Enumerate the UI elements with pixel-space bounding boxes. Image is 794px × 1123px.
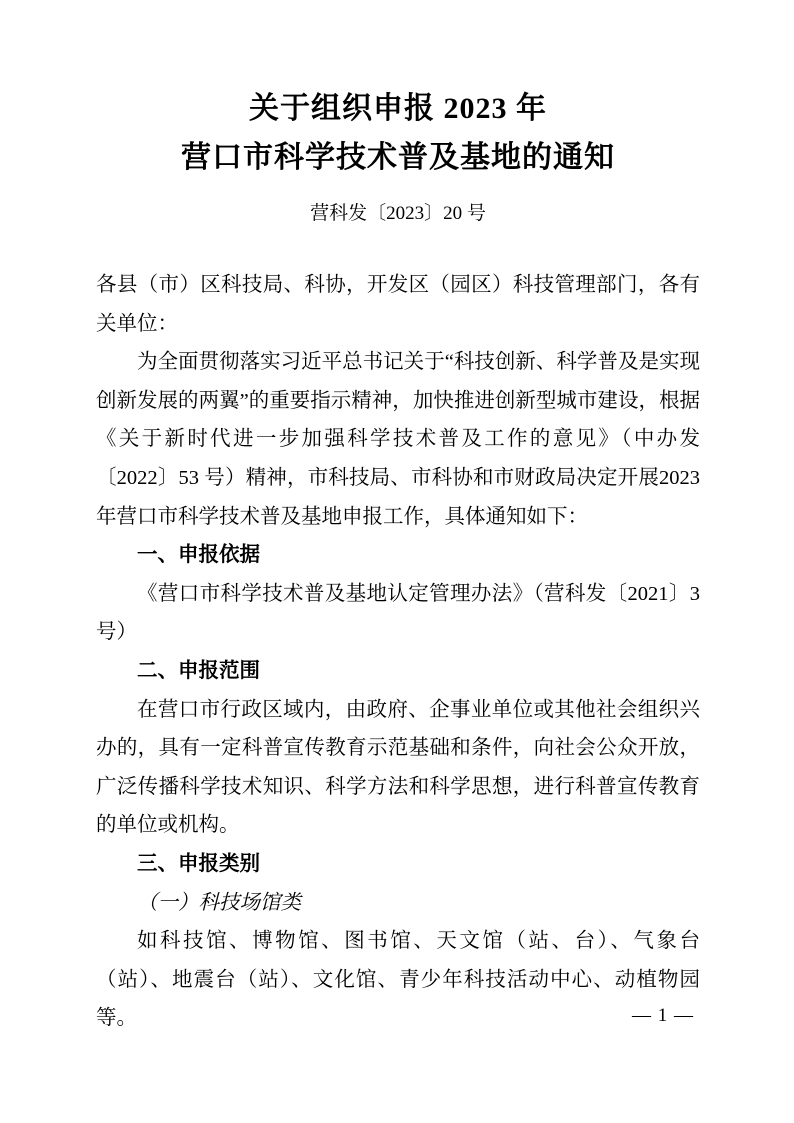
document-number: 营科发〔2023〕20 号 bbox=[310, 203, 486, 224]
section2-paragraph: 在营口市行政区域内，由政府、企事业单位或其他社会组织兴办的，具有一定科普宣传教育示范基础和条件，向社会公众开放，广泛传播科学技术知识、科学方法和科学思想，进行科普宣传教育的单位或机构。 bbox=[96, 698, 700, 837]
document-header bbox=[96, 84, 700, 226]
section3-heading: 三、申报类别 bbox=[137, 851, 260, 875]
title-line-1: 关于组织申报 2023 年 bbox=[249, 92, 547, 125]
section1-paragraph: 《营口市科学技术普及基地认定管理办法》（营科发〔2021〕3号） bbox=[96, 582, 700, 644]
section3-paragraph: 如科技馆、博物馆、图书馆、天文馆（站、台）、气象台（站）、地震台（站）、文化馆、青少年科技活动中心、动植物园等。 bbox=[96, 930, 700, 1030]
salutation: 各县（市）区科技局、科协，开发区（园区）科技管理部门，各有关单位： bbox=[96, 274, 700, 335]
document-title bbox=[96, 84, 700, 182]
section1-heading: 一、申报依据 bbox=[137, 543, 260, 567]
document-body bbox=[96, 266, 700, 1038]
page-number: — 1 — bbox=[632, 1005, 694, 1026]
section2-heading: 二、申报范围 bbox=[137, 658, 260, 682]
intro-paragraph: 为全面贯彻落实习近平总书记关于“科技创新、科学普及是实现创新发展的两翼”的重要指示精神，加快推进创新型城市建设，根据《关于新时代进一步加强科学技术普及工作的意见》（中办发〔2022〕53 号）精神，市科技局、市科协和市财政局决定开展2023 年营口市科学技术普及基地申报工作，具体通知如下： bbox=[96, 351, 700, 528]
title-line-2: 营口市科学技术普及基地的通知 bbox=[181, 141, 615, 174]
section3-subheading: （一）科技场馆类 bbox=[137, 891, 301, 914]
